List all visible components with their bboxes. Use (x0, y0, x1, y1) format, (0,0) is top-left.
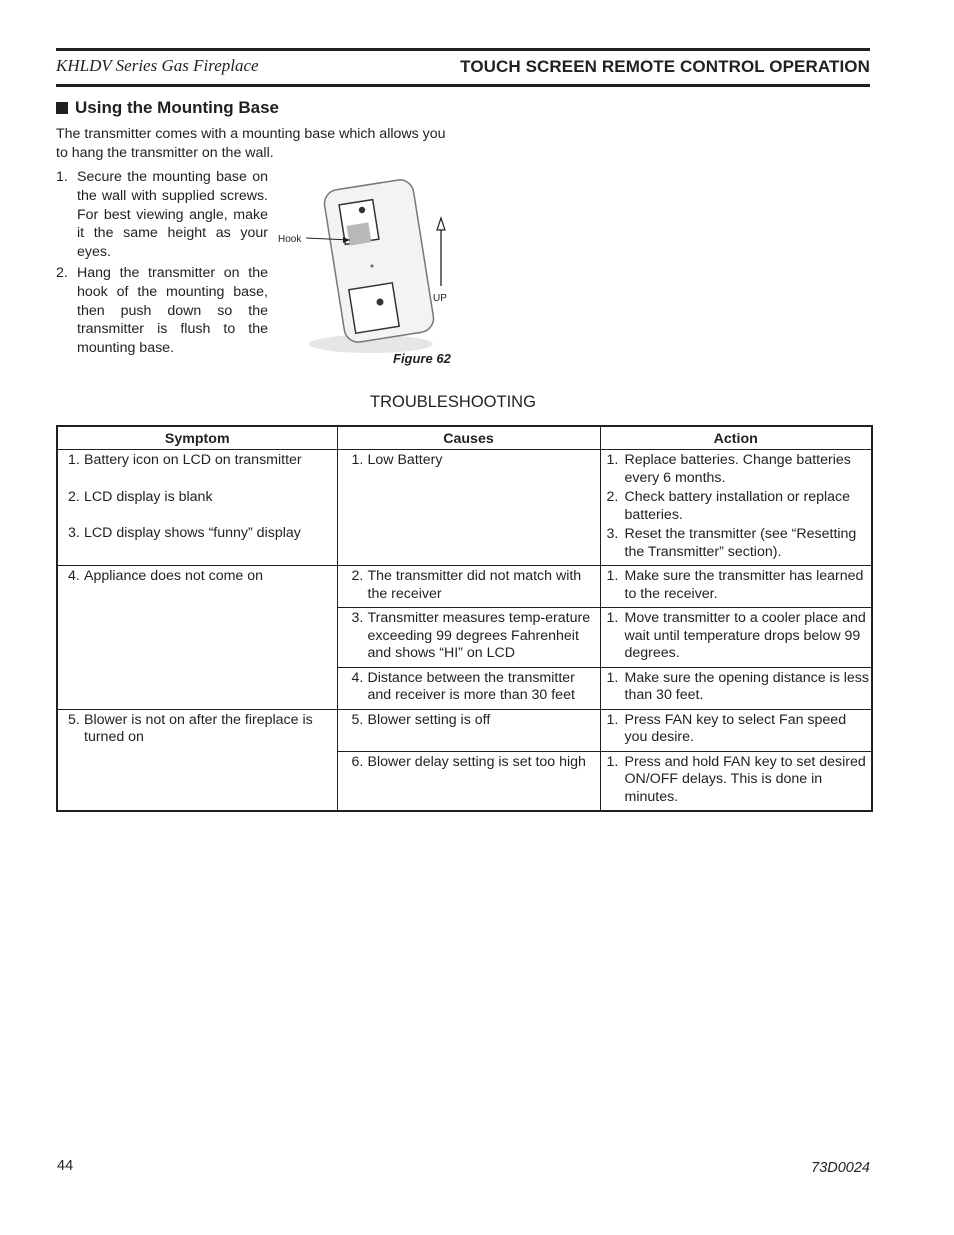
screw-hole-icon (359, 207, 365, 213)
step-number: 2. (56, 264, 68, 281)
symptom-item: 3. LCD display shows “funny” display (68, 525, 301, 541)
symptom-item: 2. LCD display is blank (68, 488, 213, 505)
symptom-cell (57, 566, 337, 608)
mounting-base-figure (276, 176, 476, 356)
header-bottom-rule (56, 84, 870, 87)
action-cell (600, 608, 872, 668)
page-number: 44 (57, 1158, 74, 1174)
action-cell (600, 751, 872, 811)
table-header-row (57, 426, 872, 450)
action-cell (600, 450, 872, 566)
mounting-step (56, 168, 268, 262)
cause-cell (337, 709, 600, 751)
header-symptom: Symptom (57, 426, 337, 450)
table-row (57, 450, 872, 566)
table-row (57, 751, 872, 811)
cause-cell (337, 608, 600, 668)
step-text: Hang the transmitter on the hook of the mounting base, then push down so the transmitter is flush to the mounting base. (77, 264, 268, 357)
action-item: 1. Press and hold FAN key to set desired ON/OFF delays. This is done in minutes. (606, 753, 866, 805)
mounting-base-heading (56, 98, 279, 118)
table-row (57, 709, 872, 751)
mounting-base-heading-text: Using the Mounting Base (75, 98, 279, 117)
action-item: 1. Press FAN key to select Fan speed you desire. (606, 711, 847, 745)
cause-item: 1. Low Battery (351, 452, 443, 468)
hook-label: Hook (278, 234, 302, 245)
header-top-rule (56, 48, 870, 51)
symptom-cell-empty (57, 751, 337, 811)
symptom-item: 5. Blower is not on after the fireplace is turned on (68, 711, 313, 745)
header-causes: Causes (337, 426, 600, 450)
action-cell (600, 566, 872, 608)
mounting-intro: The transmitter comes with a mounting base which allows you to hang the transmitter on the wall. (56, 126, 446, 161)
figure-caption: Figure 62 (393, 351, 451, 366)
document-code: 73D0024 (811, 1160, 870, 1176)
table-row (57, 566, 872, 608)
symptom-cell (57, 450, 337, 566)
action-item: 3. Reset the transmitter (see “Resetting the Transmitter” section). (606, 526, 857, 560)
symptom-cell-empty (57, 608, 337, 668)
cause-item: 6. Blower delay setting is set too high (351, 753, 586, 770)
symptom-cell-empty (57, 667, 337, 709)
action-item: 1. Make sure the opening distance is less than 30 feet. (606, 669, 869, 703)
up-label: UP (433, 293, 447, 304)
cause-item: 3. Transmitter measures temp-erature exceeding 99 degrees Fahrenheit and shows “HI” on LCD (351, 610, 591, 661)
cause-cell (337, 450, 600, 566)
screw-hole-icon (377, 299, 384, 306)
symptom-item: 4. Appliance does not come on (68, 568, 264, 584)
lower-slot (349, 283, 399, 333)
cause-cell (337, 566, 600, 608)
action-item: 1. Replace batteries. Change batteries every 6 months. (606, 452, 851, 486)
action-cell (600, 709, 872, 751)
step-number: 1. (56, 169, 68, 185)
step-text: Secure the mounting base on the wall with supplied screws. For best viewing angle, make it the same height as your eyes. (77, 169, 268, 261)
cause-item: 5. Blower setting is off (351, 711, 491, 728)
table-row (57, 608, 872, 668)
troubleshooting-title: TROUBLESHOOTING (370, 393, 536, 411)
action-item: 2. Check battery installation or replace batteries. (606, 489, 851, 523)
cause-cell (337, 751, 600, 811)
hook-block (347, 222, 372, 245)
action-item: 1. Move transmitter to a cooler place and wait until temperature drops below 99 degrees. (606, 610, 866, 661)
up-arrow-icon (437, 218, 445, 230)
troubleshooting-table (56, 425, 873, 812)
action-item: 1. Make sure the transmitter has learned to the receiver. (606, 568, 864, 602)
symptom-cell (57, 709, 337, 751)
square-bullet-icon (56, 102, 68, 114)
cause-cell (337, 667, 600, 709)
mounting-steps (56, 168, 268, 360)
symptom-item: 1. Battery icon on LCD on transmitter (68, 452, 302, 468)
section-title: TOUCH SCREEN REMOTE CONTROL OPERATION (460, 57, 870, 76)
header-action: Action (600, 426, 872, 450)
cause-item: 2. The transmitter did not match with the receiver (351, 568, 582, 602)
document-series-title: KHLDV Series Gas Fireplace (56, 56, 259, 75)
table-row (57, 667, 872, 709)
cause-item: 4. Distance between the transmitter and receiver is more than 30 feet (351, 669, 575, 703)
mounting-step (56, 264, 268, 358)
action-cell (600, 667, 872, 709)
